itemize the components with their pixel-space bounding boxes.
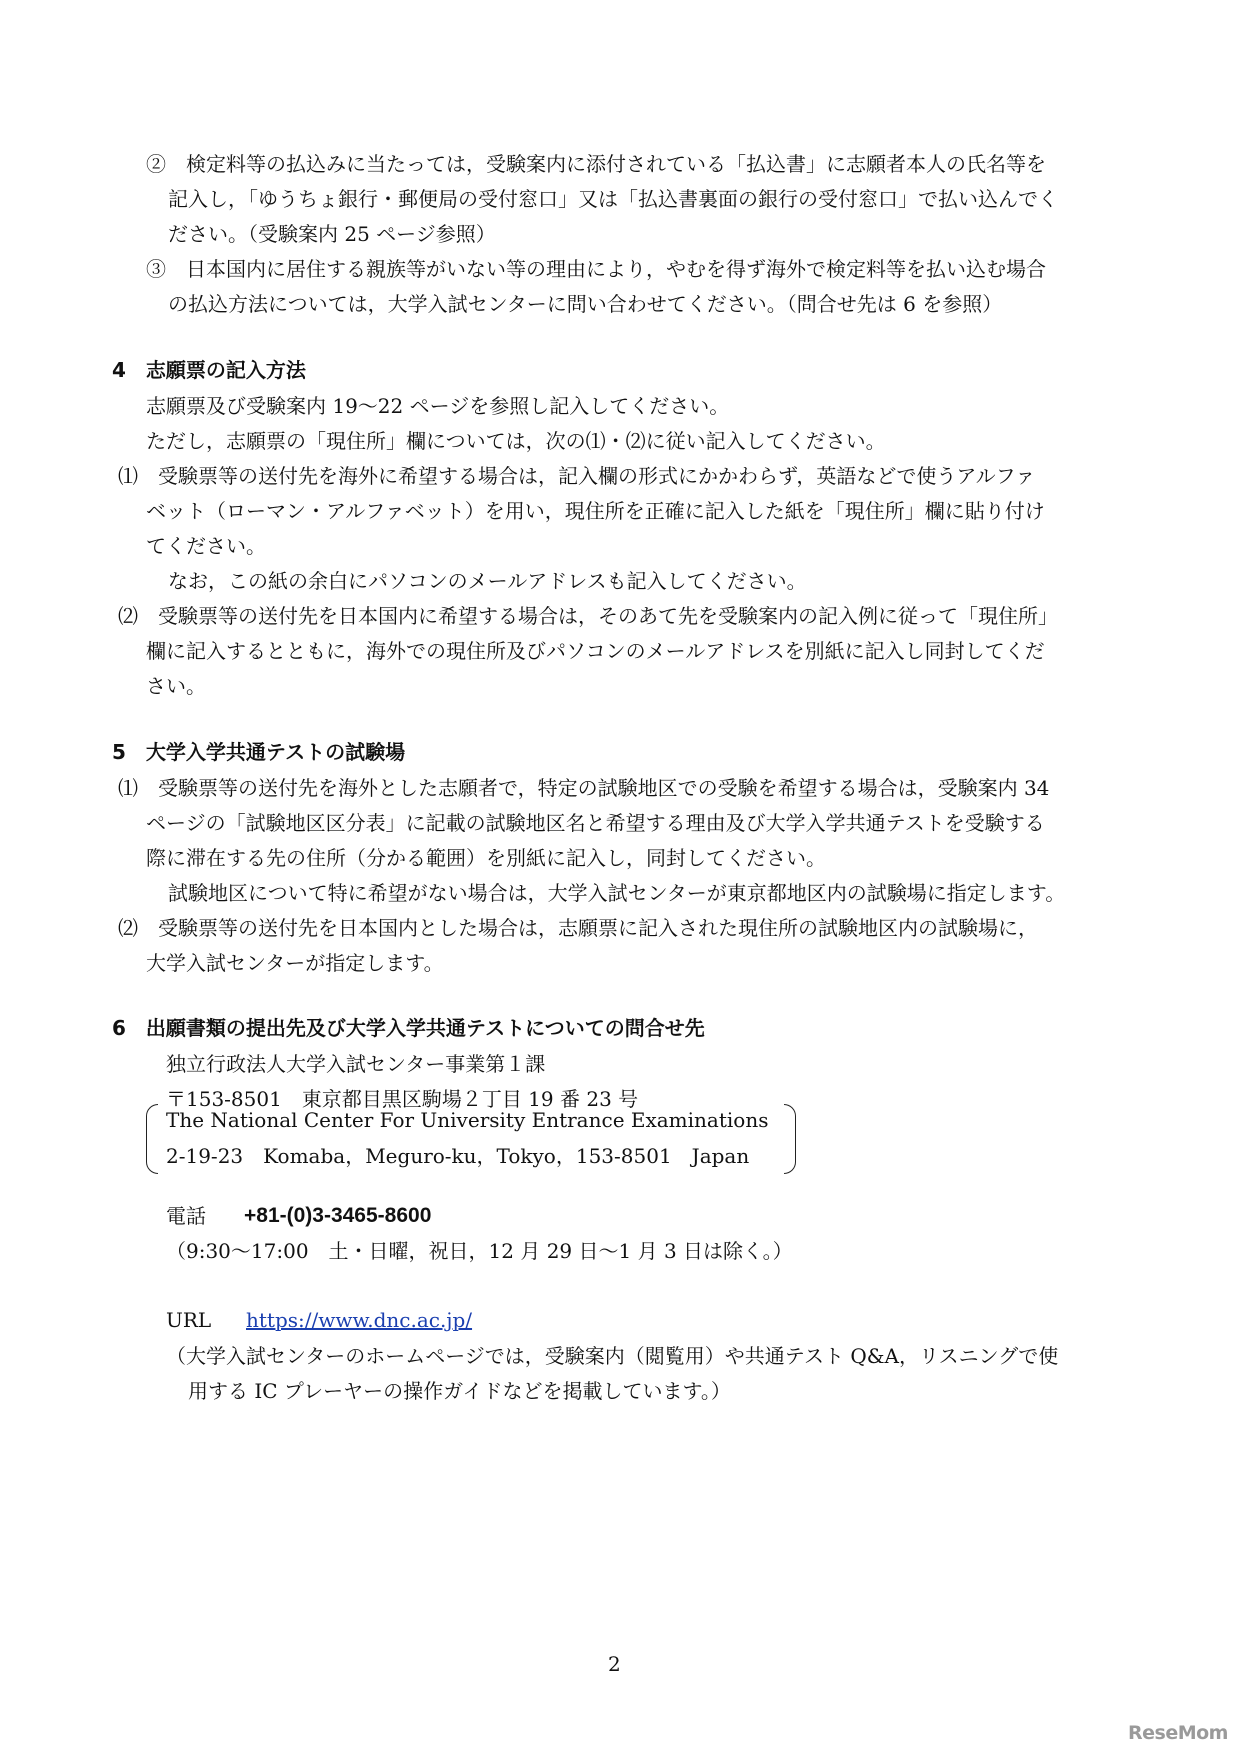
section-5-item-1-line-1: ⑴ 受験票等の送付先を海外とした志願者で，特定の試験地区での受験を希望する場合は，受験案内 34 — [118, 776, 1050, 800]
item-2-line-3: ださい。（受験案内 25 ページ参照） — [168, 222, 496, 246]
section-5-item-1-line-3: 際に滞在する先の住所（分かる範囲）を別紙に記入し，同封してください。 — [146, 846, 826, 870]
url-note-line-2: 用する IC プレーヤーの操作ガイドなどを掲載しています。） — [188, 1379, 731, 1403]
section-4-line-1: 志願票及び受験案内 19～22 ページを参照し記入してください。 — [146, 394, 730, 418]
address-english-line-2: 2-19-23 Komaba，Meguro-ku，Tokyo，153-8501 Japan — [166, 1144, 750, 1168]
open-bracket — [146, 1104, 158, 1174]
section-5-item-2-line-1: ⑵ 受験票等の送付先を日本国内とした場合は，志願票に記入された現住所の試験地区内の試験場に， — [118, 916, 1038, 940]
item-3-line-1: ③ 日本国内に居住する親族等がいない等の理由により，やむを得ず海外で検定料等を払い込む場合 — [146, 257, 1046, 281]
url-note-line-1: （大学入試センターのホームページでは，受験案内（閲覧用）や共通テスト Q&A，リスニングで使 — [166, 1344, 1059, 1368]
section-4-item-1-line-3: てください。 — [146, 534, 266, 558]
close-bracket — [784, 1104, 796, 1174]
section-4-item-2-line-3: さい。 — [146, 674, 206, 698]
organization-name: 独立行政法人大学入試センター事業第１課 — [166, 1052, 546, 1076]
section-4-line-2: ただし，志願票の「現住所」欄については，次の⑴・⑵に従い記入してください。 — [146, 429, 886, 453]
section-4-item-2-line-1: ⑵ 受験票等の送付先を日本国内に希望する場合は，そのあて先を受験案内の記入例に従って「現住所」 — [118, 604, 1058, 628]
section-4-item-2-line-2: 欄に記入するとともに，海外での現住所及びパソコンのメールアドレスを別紙に記入し同封してくだ — [146, 639, 1045, 663]
website-link[interactable]: https://www.dnc.ac.jp/ — [246, 1308, 473, 1332]
url-label: URL — [166, 1308, 212, 1332]
item-2-line-1: ② 検定料等の払込みに当たっては，受験案内に添付されている「払込書」に志願者本人の氏名等を — [146, 152, 1046, 176]
phone-label: 電話 — [166, 1204, 206, 1228]
item-2-line-2: 記入し，「ゆうちょ銀行・郵便局の受付窓口」又は「払込書裏面の銀行の受付窓口」で払い込んでく — [168, 187, 1058, 211]
section-4-item-1-line-1: ⑴ 受験票等の送付先を海外に希望する場合は，記入欄の形式にかかわらず，英語などで使うアルファ — [118, 464, 1036, 488]
section-5-item-1-line-2: ページの「試験地区区分表」に記載の試験地区名と希望する理由及び大学入学共通テストを受験する — [146, 811, 1045, 835]
section-5-item-1-note: 試験地区について特に希望がない場合は，大学入試センターが東京都地区内の試験場に指定します。 — [168, 881, 1066, 905]
section-4-heading: 4 志願票の記入方法 — [112, 358, 306, 382]
page-number: 2 — [608, 1652, 621, 1676]
section-6-heading: 6 出願書類の提出先及び大学入学共通テストについての問合せ先 — [112, 1016, 705, 1040]
address-english-line-1: The National Center For University Entrance Examinations — [166, 1108, 769, 1132]
watermark-logo: ReseMom — [1128, 1722, 1228, 1744]
section-4-item-1-note: なお，この紙の余白にパソコンのメールアドレスも記入してください。 — [168, 569, 807, 593]
address-japanese: 〒153-8501 東京都目黒区駒場２丁目 19 番 23 号 — [166, 1087, 639, 1111]
office-hours: （9:30～17:00 土・日曜，祝日，12 月 29 日～1 月 3 日は除く。） — [166, 1239, 793, 1263]
section-5-heading: 5 大学入学共通テストの試験場 — [112, 740, 406, 764]
phone-number: +81-(0)3-3465-8600 — [244, 1204, 432, 1227]
section-4-item-1-line-2: ベット（ローマン・アルファベット）を用い，現住所を正確に記入した紙を「現住所」欄に貼り付け — [146, 499, 1045, 523]
section-5-item-2-line-2: 大学入試センターが指定します。 — [146, 951, 444, 975]
item-3-line-2: の払込方法については，大学入試センターに問い合わせてください。（問合せ先は 6 を参照） — [168, 292, 1003, 316]
